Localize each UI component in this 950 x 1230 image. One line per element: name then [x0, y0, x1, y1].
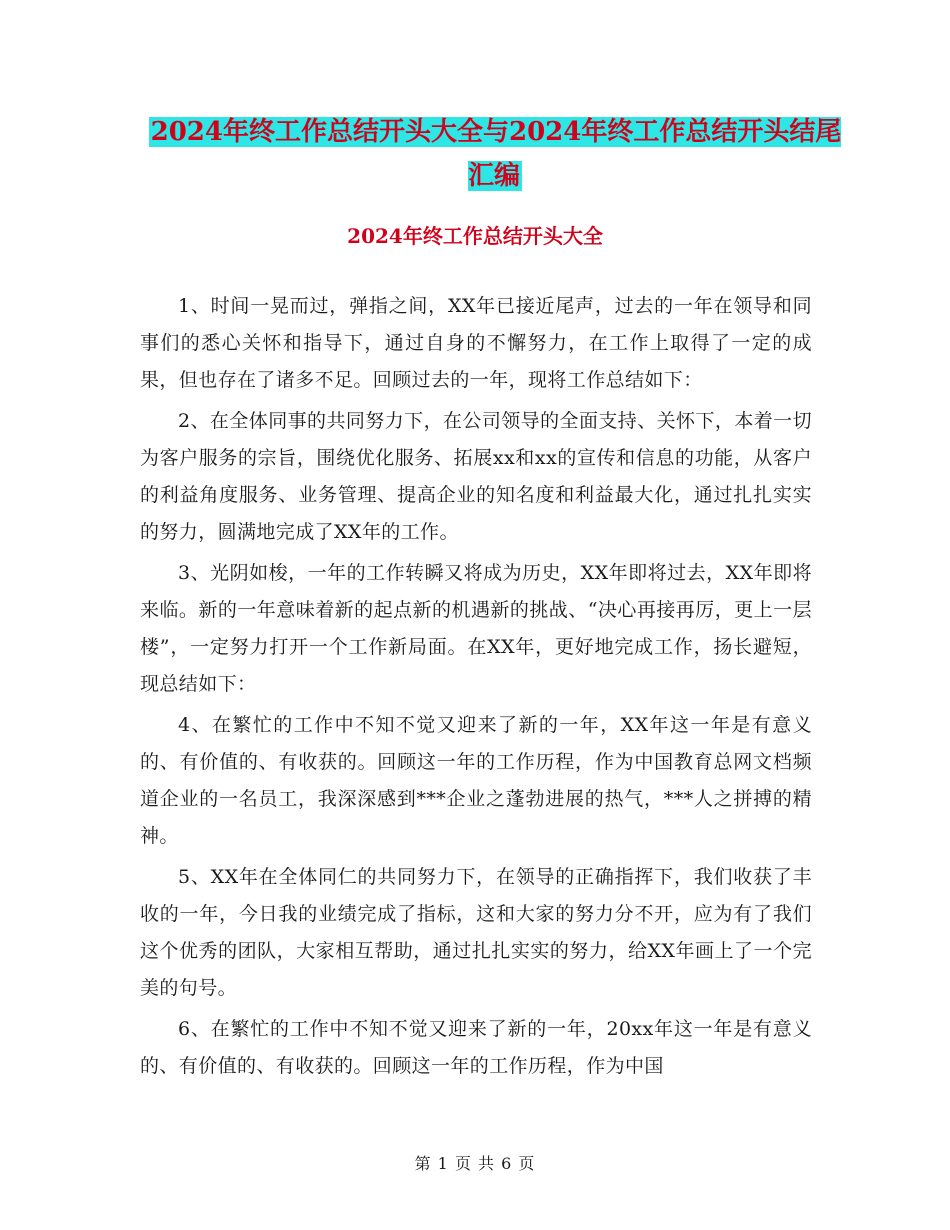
title-highlight: 2024年终工作总结开头大全与2024年终工作总结开头结尾汇编: [150, 117, 842, 191]
paragraph-6: 6、在繁忙的工作中不知不觉又迎来了新的一年，20xx年这一年是有意义的、有价值的、有收获的。回顾这一年的工作历程，作为中国: [140, 1018, 812, 1077]
document-body: [140, 288, 812, 1089]
paragraph-3: 3、光阴如梭，一年的工作转瞬又将成为历史，XX年即将过去，XX年即将来临。新的一年意味着新的起点新的机遇新的挑战、“决心再接再厉，更上一层楼”，一定努力打开一个工作新局面。在XX年，更好地完成工作，扬长避短，现总结如下：: [140, 562, 812, 695]
paragraph-5: 5、XX年在全体同仁的共同努力下，在领导的正确指挥下，我们收获了丰收的一年，今日我的业绩完成了指标，这和大家的努力分不开，应为有了我们这个优秀的团队，大家相互帮助，通过扎扎实实的努力，给XX年画上了一个完美的句号。: [140, 866, 812, 999]
page-footer: 第 1 页 共 6 页: [414, 1154, 536, 1173]
paragraph-1: 1、时间一晃而过，弹指之间，XX年已接近尾声，过去的一年在领导和同事们的悉心关怀和指导下，通过自身的不懈努力，在工作上取得了一定的成果，但也存在了诸多不足。回顾过去的一年，现将工作总结如下：: [140, 295, 812, 391]
paragraph-2: 2、在全体同事的共同努力下，在公司领导的全面支持、关怀下，本着一切为客户服务的宗旨，围绕优化服务、拓展xx和xx的宣传和信息的功能，从客户的利益角度服务、业务管理、提高企业的知名度和利益最大化，通过扎扎实实的努力，圆满地完成了XX年的工作。: [140, 410, 812, 543]
section-heading: 2024年终工作总结开头大全: [347, 224, 603, 248]
paragraph-4: 4、在繁忙的工作中不知不觉又迎来了新的一年，XX年这一年是有意义的、有价值的、有收获的。回顾这一年的工作历程，作为中国教育总网文档频道企业的一名员工，我深深感到***企业之蓬勃进展的热气，***人之拼搏的精神。: [140, 714, 812, 847]
document-title: [140, 110, 850, 198]
